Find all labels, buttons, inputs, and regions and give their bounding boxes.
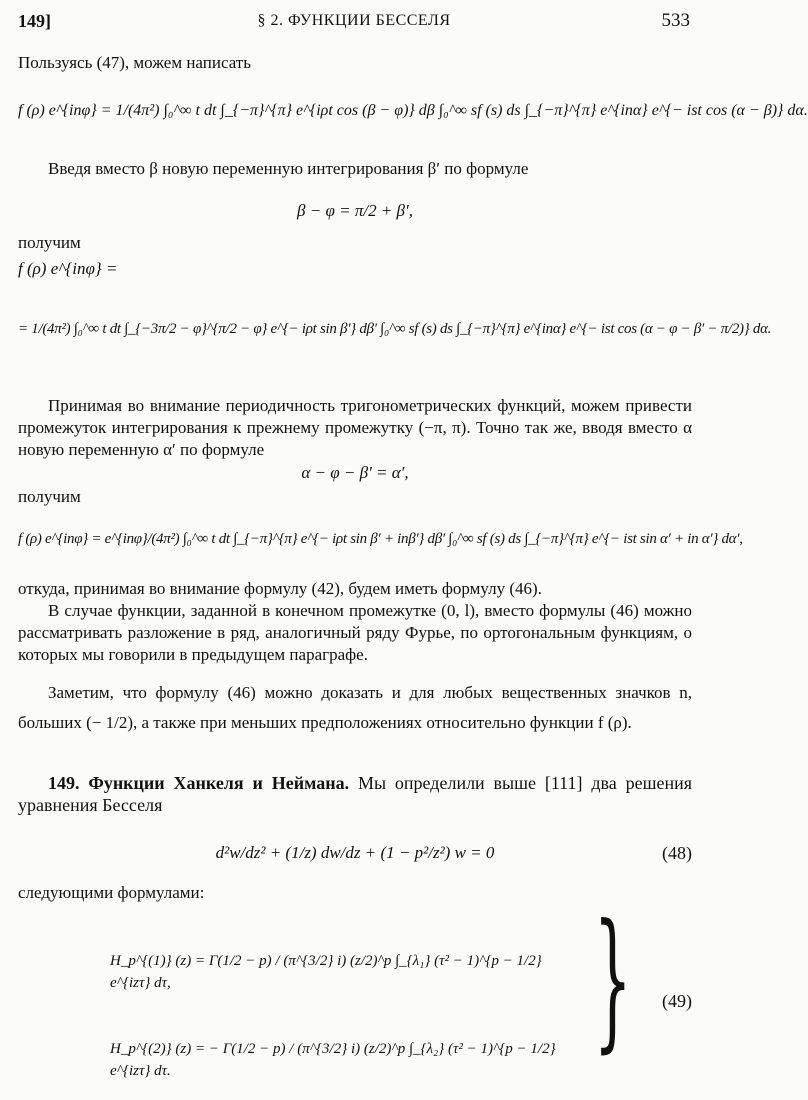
- paragraph-8: Заметим, что формулу (46) можно доказать и для любых вещественных значков n, больших (− 1/2), а также при меньших предположениях относительно функции f (ρ).: [18, 683, 692, 732]
- paragraph-3: получим: [18, 233, 81, 252]
- equation-1: f (ρ) e^{inφ} = 1/(4π²) ∫₀^∞ t dt ∫_{−π}^{π} e^{iρt cos (β − φ)} dβ ∫₀^∞ sf (s) ds ∫_{−π}^{π} e^{inα} e^{− ist cos (α − β)} dα.: [18, 102, 808, 119]
- paragraph-10: следующими формулами:: [18, 883, 205, 902]
- right-brace: }: [593, 893, 632, 1067]
- section-heading: 149. Функции Ханкеля и Неймана.: [48, 773, 350, 793]
- paragraph-5: получим: [18, 487, 81, 506]
- paragraph-7: В случае функции, заданной в конечном промежутке (0, l), вместо формулы (46) можно рассматривать разложение в ряд, аналогичный ряду Фурье, по ортогональным функциям, о которых мы говорили в предыдущем параграфе.: [18, 601, 692, 664]
- paragraph-1: Пользуясь (47), можем написать: [18, 53, 251, 72]
- paragraph-4: Принимая во внимание периодичность тригонометрических функций, можем привести промежуток интегрирования к прежнему промежутку (−π, π). Точно так же, вводя вместо α новую переменную α′ по формуле: [18, 396, 692, 459]
- paragraph-2: Введя вместо β новую переменную интегрирования β′ по формуле: [48, 159, 529, 178]
- section-149: [18, 772, 692, 816]
- equation-49-number: (49): [662, 991, 692, 1011]
- equation-2: β − φ = π/2 + β′,: [297, 201, 413, 220]
- paragraph-9: Мы определили выше [111] два решения уравнения Бесселя: [18, 773, 692, 815]
- page-header: [18, 10, 690, 36]
- running-title: § 2. ФУНКЦИИ БЕССЕЛЯ: [257, 12, 451, 29]
- equation-3-lhs: f (ρ) e^{inφ} =: [18, 259, 118, 278]
- equation-5: f (ρ) e^{inφ} = e^{inφ}/(4π²) ∫₀^∞ t dt ∫_{−π}^{π} e^{− iρt sin β′ + inβ′} dβ′ ∫₀^∞ sf (s) ds ∫_{−π}^{π} e^{− ist sin α′ + in α′} dα′,: [18, 531, 743, 547]
- equation-48: d²w/dz² + (1/z) dw/dz + (1 − p²/z²) w = 0: [215, 843, 495, 862]
- section-number: 149]: [18, 11, 51, 31]
- equation-48-number: (48): [662, 843, 692, 863]
- page-number: 533: [661, 10, 690, 31]
- equation-49a: H_p^{(1)} (z) = Γ(1/2 − p) / (π^{3/2} i) (z/2)^p ∫_{λ₁} (τ² − 1)^{p − 1/2} e^{izτ} dτ,: [110, 953, 542, 991]
- equation-49b: H_p^{(2)} (z) = − Γ(1/2 − p) / (π^{3/2} i) (z/2)^p ∫_{λ₂} (τ² − 1)^{p − 1/2} e^{izτ} dτ.: [110, 1041, 556, 1079]
- equation-4: α − φ − β′ = α′,: [301, 463, 409, 482]
- equation-3: = 1/(4π²) ∫₀^∞ t dt ∫_{−3π/2 − φ}^{π/2 − φ} e^{− iρt sin β′} dβ′ ∫₀^∞ sf (s) ds ∫_{−π}^{π} e^{inα} e^{− ist cos (α − φ − β′ − π/2)} dα.: [18, 321, 772, 337]
- paragraph-6: откуда, принимая во внимание формулу (42), будем иметь формулу (46).: [18, 579, 542, 598]
